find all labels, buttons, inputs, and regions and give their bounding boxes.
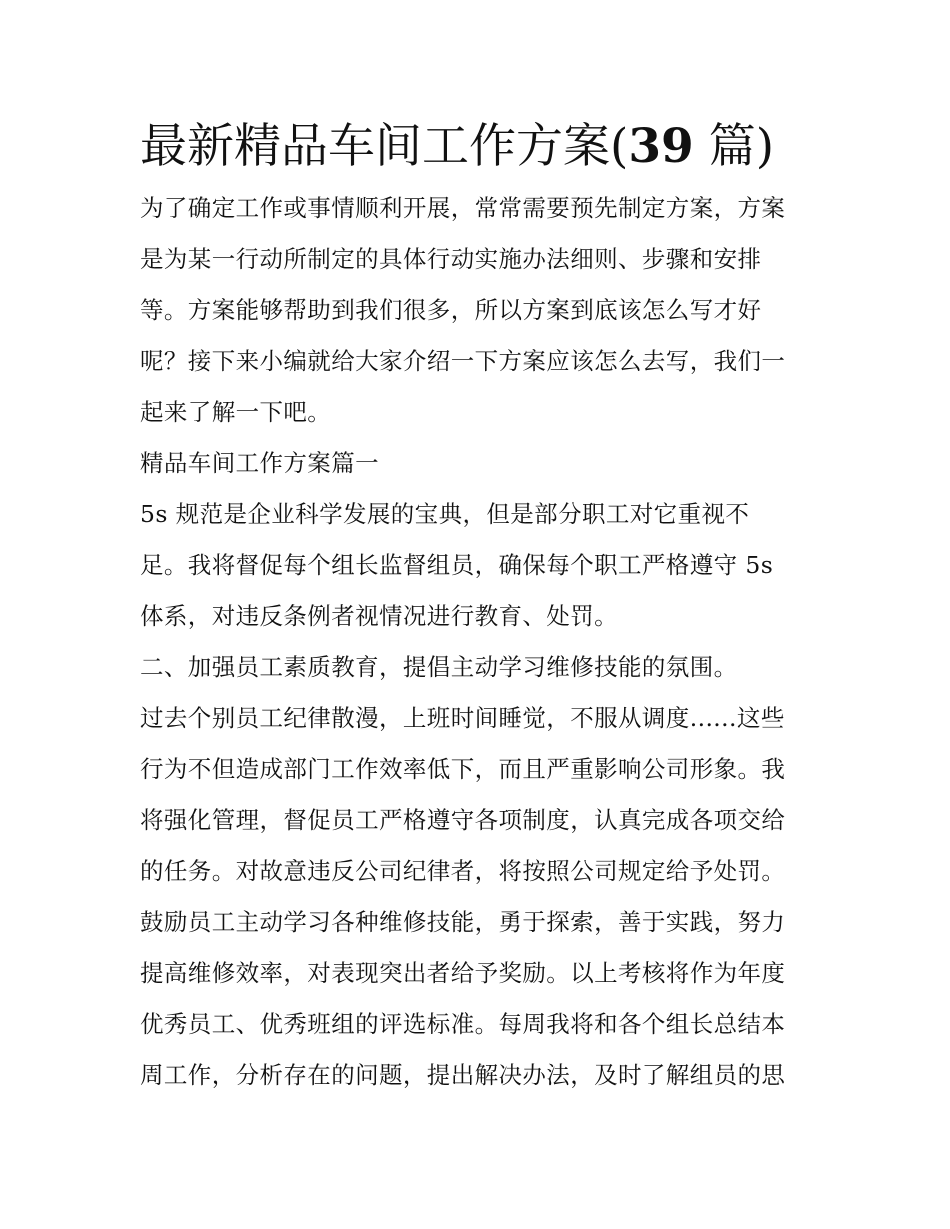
body-line-9: 提高维修效率，对表现突出者给予奖励。以上考核将作为年度: [140, 959, 786, 987]
intro-line-1: 为了确定工作或事情顺利开展，常常需要预先制定方案，方案: [140, 194, 786, 222]
body-line-10: 优秀员工、优秀班组的评选标准。每周我将和各个组长总结本: [140, 1010, 786, 1038]
body-line-4: 过去个别员工纪律散漫，上班时间睡觉，不服从调度......这些: [140, 704, 785, 732]
document-title: [140, 112, 860, 182]
body-line-8: 鼓励员工主动学习各种维修技能，勇于探索，善于实践，努力: [140, 908, 786, 936]
title-suffix: 篇): [693, 119, 775, 174]
body-line-7: 的任务。对故意违反公司纪律者，将按照公司规定给予处罚。: [140, 857, 786, 885]
body-line-5: 行为不但造成部门工作效率低下，而且严重影响公司形象。我: [140, 755, 786, 783]
intro-line-4: 呢？接下来小编就给大家介绍一下方案应该怎么去写，我们一: [140, 347, 786, 375]
body-line-3: 体系，对违反条例者视情况进行教育、处罚。: [140, 602, 618, 630]
body-line-11: 周工作，分析存在的问题，提出解决办法，及时了解组员的思: [140, 1061, 786, 1089]
point-heading-2: 二、加强员工素质教育，提倡主动学习维修技能的氛围。: [140, 653, 738, 681]
intro-line-5: 起来了解一下吧。: [140, 398, 332, 426]
body-line-1: 5s 规范是企业科学发展的宝典，但是部分职工对它重视不: [140, 500, 750, 528]
title-number: 39: [628, 119, 694, 174]
body-line-2: 足。我将督促每个组长监督组员，确保每个职工严格遵守 5s: [140, 551, 774, 579]
section-heading: 精品车间工作方案篇一: [140, 449, 379, 477]
intro-line-3: 等。方案能够帮助到我们很多，所以方案到底该怎么写才好: [140, 296, 762, 324]
body-line-6: 将强化管理，督促员工严格遵守各项制度，认真完成各项交给: [140, 806, 786, 834]
title-prefix: 最新精品车间工作方案(: [140, 119, 629, 174]
intro-line-2: 是为某一行动所制定的具体行动实施办法细则、步骤和安排: [140, 245, 762, 273]
